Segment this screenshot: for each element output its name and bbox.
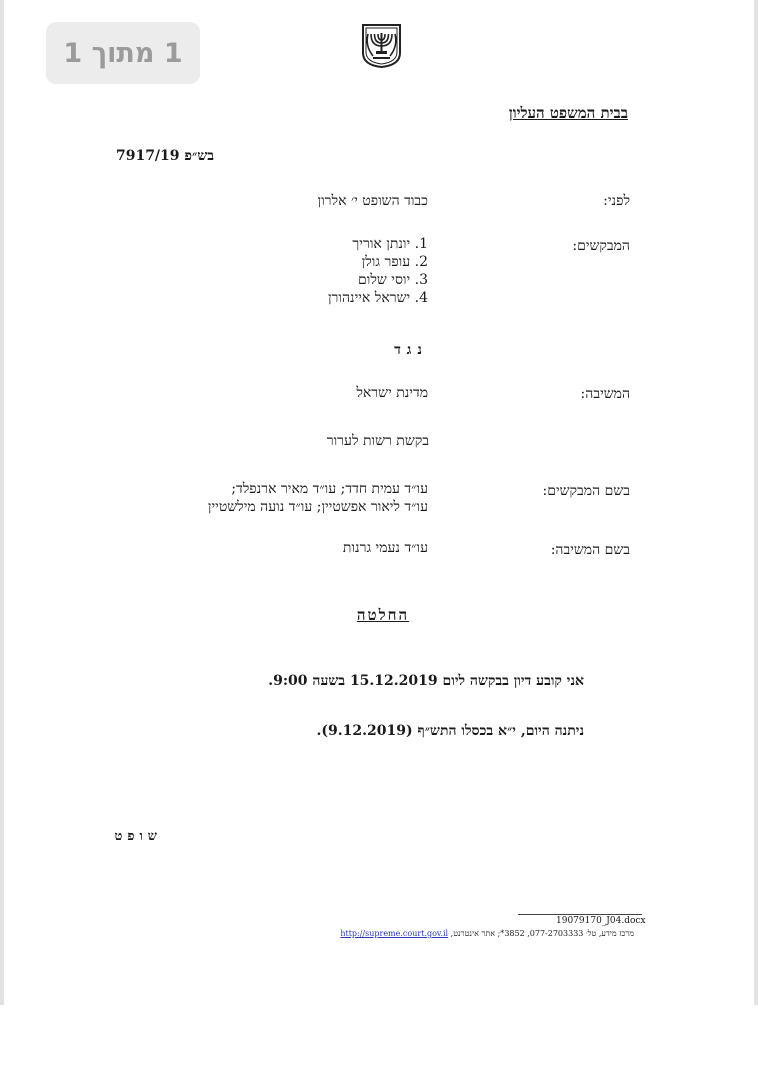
page-indicator-text: 1 מתוך 1 bbox=[63, 37, 183, 69]
applicants-label: המבקשים: bbox=[572, 238, 630, 254]
judge-name: כבוד השופט י׳ אלרון bbox=[317, 193, 428, 209]
request-topic: בקשת רשות לערור bbox=[326, 433, 429, 449]
applicant-item: 2. עופר גולן bbox=[361, 254, 428, 270]
case-number: בש״פ 7917/19 bbox=[115, 148, 214, 164]
page-indicator-badge bbox=[46, 22, 200, 84]
respondent-counsel-name: עו״ד נעמי גרנות bbox=[342, 540, 428, 556]
applicant-item: 3. יוסי שלום bbox=[358, 272, 428, 288]
court-name: בבית המשפט העליון bbox=[508, 104, 628, 122]
applicants-counsel-line1: עו״ד עמית חדד; עו״ד מאיר ארנפלד; bbox=[231, 481, 428, 497]
before-label: לפני: bbox=[603, 193, 630, 209]
respondent-name: מדינת ישראל bbox=[356, 385, 428, 401]
footer-divider bbox=[518, 914, 642, 915]
footer-website-link[interactable]: http://supreme.court.gov.il bbox=[340, 929, 449, 938]
footer-file-name: 19079170_J04.docx bbox=[556, 916, 646, 926]
respondent-label: המשיבה: bbox=[580, 386, 630, 402]
decision-text: אני קובע דיון בבקשה ליום 15.12.2019 בשעה 9:00. bbox=[268, 673, 584, 689]
state-emblem-icon bbox=[359, 22, 404, 68]
footer-contact bbox=[340, 929, 634, 938]
versus-text: נגד bbox=[394, 342, 428, 358]
footer-info-text: מרכז מידע, טל׳ 077-2703333, 3852*; אתר אינטרנט, bbox=[450, 929, 634, 938]
decision-title: החלטה bbox=[356, 606, 410, 624]
signature-judge: שופט bbox=[114, 829, 162, 844]
applicants-counsel-line2: עו״ד ליאור אפשטיין; עו״ד נועה מילשטיין bbox=[207, 499, 428, 515]
applicants-counsel-label: בשם המבקשים: bbox=[542, 483, 630, 499]
respondent-counsel-label: בשם המשיבה: bbox=[550, 542, 630, 558]
decision-given-date: ניתנה היום, י״א בכסלו התש״ף (9.12.2019). bbox=[316, 723, 584, 739]
applicant-item: 1. יונתן אוריך bbox=[352, 236, 428, 252]
applicant-item: 4. ישראל איינהורן bbox=[327, 290, 428, 306]
